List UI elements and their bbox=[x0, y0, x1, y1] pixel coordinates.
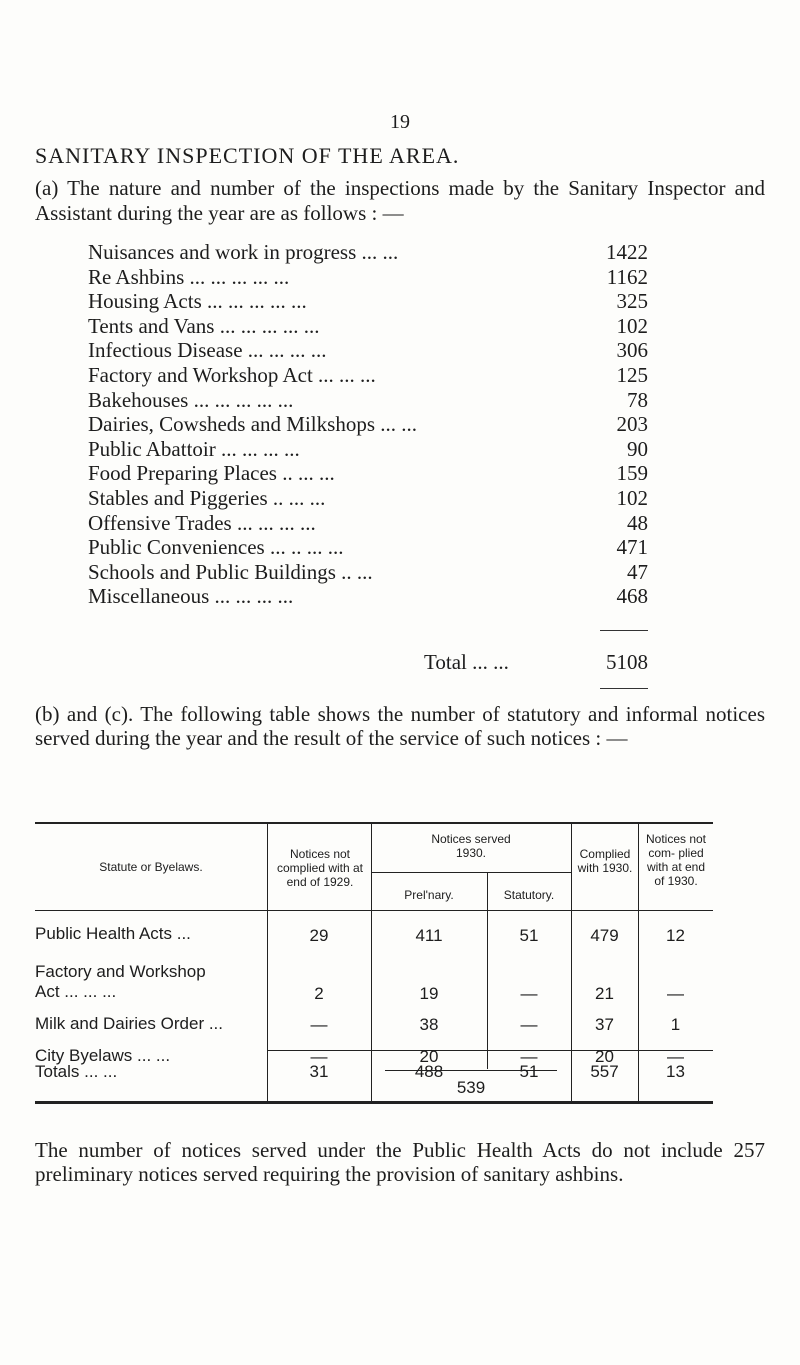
inspection-value: 102 bbox=[616, 313, 648, 338]
row-label: City Byelaws ... ... bbox=[35, 1046, 171, 1065]
totals-cell: 51 bbox=[519, 1062, 539, 1081]
intro-paragraph: (a) The nature and number of the inspections made by the Sanitary Inspector and Assistant during the year are as follows : — bbox=[35, 176, 765, 225]
inspection-label: Infectious Disease ... ... ... ... bbox=[88, 338, 327, 363]
list-item bbox=[88, 338, 648, 363]
inspection-value: 125 bbox=[616, 362, 648, 387]
inspection-value: 325 bbox=[616, 289, 648, 314]
inspection-label: Factory and Workshop Act ... ... ... bbox=[88, 362, 376, 387]
list-item bbox=[88, 289, 648, 314]
table-cell: 38 bbox=[419, 1015, 439, 1034]
table-rule bbox=[371, 872, 571, 873]
header-statutory: Statutory. bbox=[503, 888, 555, 902]
inspection-value: 48 bbox=[627, 510, 648, 535]
table-cell: 479 bbox=[590, 926, 619, 945]
header-preliminary: Prel'nary. bbox=[404, 888, 454, 902]
table-cell: — bbox=[520, 1047, 538, 1066]
inspection-label: Food Preparing Places .. ... ... bbox=[88, 461, 335, 486]
list-item bbox=[88, 437, 648, 462]
table-cell: 2 bbox=[314, 984, 324, 1003]
inspection-label: Offensive Trades ... ... ... ... bbox=[88, 510, 316, 535]
row-label: Milk and Dairies Order ... bbox=[35, 1014, 223, 1033]
table-cell: 51 bbox=[519, 926, 539, 945]
totals-cell: 31 bbox=[309, 1062, 329, 1081]
table-cell: 21 bbox=[595, 984, 614, 1003]
table-cell: 20 bbox=[595, 1047, 614, 1066]
list-item bbox=[88, 560, 648, 585]
inspection-label: Stables and Piggeries .. ... ... bbox=[88, 485, 326, 510]
inspection-label: Nuisances and work in progress ... ... bbox=[88, 240, 399, 264]
table-cell: 19 bbox=[419, 984, 439, 1003]
header-not-complied-1929: Notices not complied with at end of 1929. bbox=[276, 847, 364, 889]
list-item bbox=[88, 486, 648, 511]
footer-paragraph: The number of notices served under the Public Health Acts do not include 257 preliminary notices served requiring the provision of sanitary ashbins. bbox=[35, 1138, 765, 1186]
inspection-label: Schools and Public Buildings .. ... bbox=[88, 559, 373, 584]
table-cell: — bbox=[520, 1015, 538, 1034]
totals-cell: 13 bbox=[666, 1062, 685, 1081]
list-item bbox=[88, 363, 648, 388]
inspection-label: Dairies, Cowsheds and Milkshops ... ... bbox=[88, 412, 417, 437]
table-cell: — bbox=[310, 1047, 328, 1066]
table-rule bbox=[35, 822, 713, 824]
list-item bbox=[88, 461, 648, 486]
header-statute: Statute or Byelaws. bbox=[99, 860, 203, 874]
table-cell: — bbox=[520, 984, 538, 1003]
notices-paragraph: (b) and (c). The following table shows the number of statutory and informal notices served during the year and the result of the service of such notices : — bbox=[35, 702, 765, 750]
header-complied-1930: Complied with 1930. bbox=[577, 847, 633, 875]
inspection-value: 203 bbox=[616, 412, 648, 437]
inspection-value: 471 bbox=[616, 535, 648, 560]
table-cell: 29 bbox=[309, 926, 329, 945]
inspection-value: 159 bbox=[616, 461, 648, 486]
inspection-label: Bakehouses ... ... ... ... ... bbox=[88, 387, 294, 412]
inspection-value: 1422 bbox=[606, 240, 648, 264]
header-notices-served: Notices served 1930. bbox=[431, 832, 511, 860]
totals-label: Totals ... ... bbox=[35, 1062, 118, 1081]
inspection-value: 47 bbox=[627, 559, 648, 584]
table-cell: 1 bbox=[670, 1015, 681, 1034]
table-cell: — bbox=[667, 984, 684, 1003]
inspection-value: 1162 bbox=[606, 264, 648, 289]
table-cell: 20 bbox=[419, 1047, 439, 1066]
table-cell: 411 bbox=[415, 926, 443, 945]
inspection-label: Tents and Vans ... ... ... ... ... bbox=[88, 313, 320, 338]
total-row bbox=[88, 650, 648, 676]
list-item bbox=[88, 412, 648, 437]
totals-cell: 557 bbox=[590, 1062, 619, 1081]
inspection-value: 306 bbox=[616, 338, 648, 363]
total-rule-bottom bbox=[600, 688, 648, 689]
inspection-label: Housing Acts ... ... ... ... ... bbox=[88, 289, 307, 314]
list-item bbox=[88, 314, 648, 339]
table-cell: — bbox=[310, 1015, 328, 1034]
list-item bbox=[88, 265, 648, 290]
total-value: 5108 bbox=[606, 650, 648, 674]
list-item bbox=[88, 584, 648, 609]
inspection-label: Public Conveniences ... .. ... ... bbox=[88, 535, 344, 560]
table-cell: 37 bbox=[595, 1015, 614, 1034]
inspection-value: 102 bbox=[616, 485, 648, 510]
inspections-list bbox=[88, 240, 648, 609]
total-label: Total ... ... bbox=[424, 650, 509, 674]
inspection-value: 78 bbox=[627, 387, 648, 412]
table-rule bbox=[35, 1101, 713, 1104]
total-rule-top bbox=[600, 630, 648, 631]
table-rule bbox=[35, 910, 713, 911]
totals-cell: 488 bbox=[414, 1062, 444, 1081]
page-number: 19 bbox=[390, 111, 410, 133]
table-cell: — bbox=[667, 1047, 684, 1066]
row-label: Act ... ... ... bbox=[35, 982, 117, 1001]
row-label: Factory and Workshop bbox=[35, 962, 206, 981]
list-item bbox=[88, 388, 648, 413]
combined-total: 539 bbox=[456, 1078, 486, 1097]
list-item bbox=[88, 535, 648, 560]
table-cell: 12 bbox=[666, 926, 685, 945]
inspection-label: Public Abattoir ... ... ... ... bbox=[88, 436, 300, 461]
inspection-value: 90 bbox=[627, 436, 648, 461]
inspection-value: 468 bbox=[616, 584, 648, 609]
list-item bbox=[88, 511, 648, 536]
inspection-label: Re Ashbins ... ... ... ... ... bbox=[88, 264, 290, 289]
header-not-complied-1930: Notices not com- plied with at end of 1930. bbox=[645, 832, 707, 888]
row-label: Public Health Acts ... bbox=[35, 924, 191, 943]
list-item bbox=[88, 240, 648, 265]
inspection-label: Miscellaneous ... ... ... ... bbox=[88, 584, 294, 609]
section-title: SANITARY INSPECTION OF THE AREA. bbox=[35, 143, 460, 168]
notices-table bbox=[35, 822, 713, 1104]
